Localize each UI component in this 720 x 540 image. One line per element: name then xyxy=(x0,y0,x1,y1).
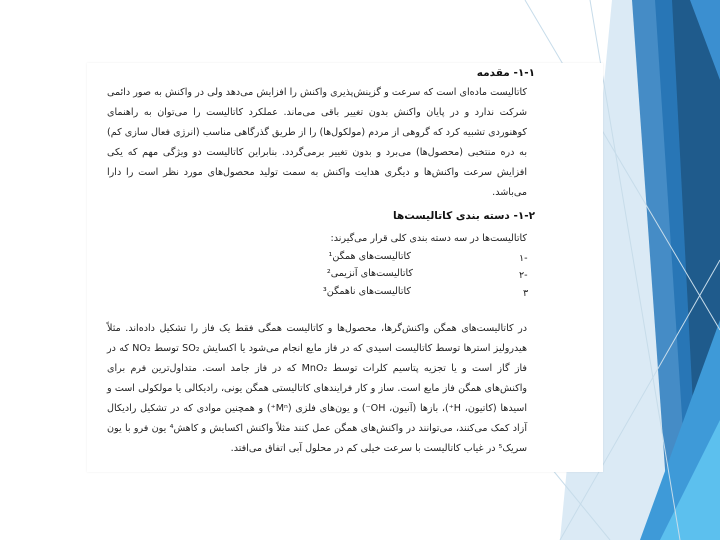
list-item-number: ۱- xyxy=(519,253,528,264)
section-heading-classification: ۱-۲- دسته بندی کاتالیست‌ها xyxy=(393,210,535,222)
document-page xyxy=(87,63,603,472)
introduction-paragraph: کاتالیست ماده‌ای است که سرعت و گزینش‌پذیری واکنش را افزایش می‌دهد ولی در واکنش به صور دائمی شرکت ندارد و در پایان واکنش بدون تغییر باقی می‌ماند. عملکرد کاتالیست را می‌توان به راهنمای کوهنوردی تشبیه کرد که گروهی از مردم (مولکول‌ها) را از طریق گذرگاهی مناسب (انرژی فعال سازی کم) به دره منتخبی (محصول‌ها) می‌برد و بدون تغییر برمی‌گردد. بنابراین کاتالیست دو ویژگی مهم که یکی افزایش سرعت واکنش‌ها و دیگری هدایت واکنش به سمت تولید محصول‌های مورد نظر است را دارا می‌باشد. xyxy=(107,87,527,198)
classification-intro: کاتالیست‌ها در سه دسته بندی کلی قرار می‌گیرند: xyxy=(330,233,527,244)
list-item-number: ۳ xyxy=(523,288,529,299)
list-item-label: کاتالیست‌های آنزیمی² xyxy=(326,268,413,279)
list-item-number: ۲- xyxy=(519,270,528,281)
homogeneous-catalysts-paragraph: در کاتالیست‌های همگن واکنش‌گرها، محصول‌ها و کاتالیست همگی فقط یک فاز را تشکیل داده‌اند. مثلاً هیدرولیز استرها توسط کاتالیست اسیدی که در فاز مایع انجام می‌شود یا اکسایش SO₂ توسط NO₂ که در فاز گاز است و یا تجزیه پتاسیم کلرات توسط MnO₂ که در فاز جامد است. متداول‌ترین فرم برای واکنش‌های همگن فاز مایع است. ساز و کار فرایندهای کاتالیستی همگن یونی، رادیکالی یا مولکولی است و اسیدها (کاتیون، H⁺)، بازها (آنیون، OH⁻) و یون‌های فلزی (Mⁿ⁺) و همچنین موادی که در تشکیل رادیکال آزاد کمک می‌کنند، می‌توانند در واکنش‌های همگن عمل کنند مثلاً واکنش اکسایش و کاهش⁴ یون فرو با یون سریک⁵ در غیاب کاتالیست با سرعت خیلی کم در محلول آبی اتفاق می‌افتد. xyxy=(107,323,528,454)
list-item-label: کاتالیست‌های همگن¹ xyxy=(328,251,411,262)
section-heading-introduction: ۱-۱- مقدمه xyxy=(476,67,535,79)
list-item-label: کاتالیست‌های ناهمگن³ xyxy=(322,286,411,297)
